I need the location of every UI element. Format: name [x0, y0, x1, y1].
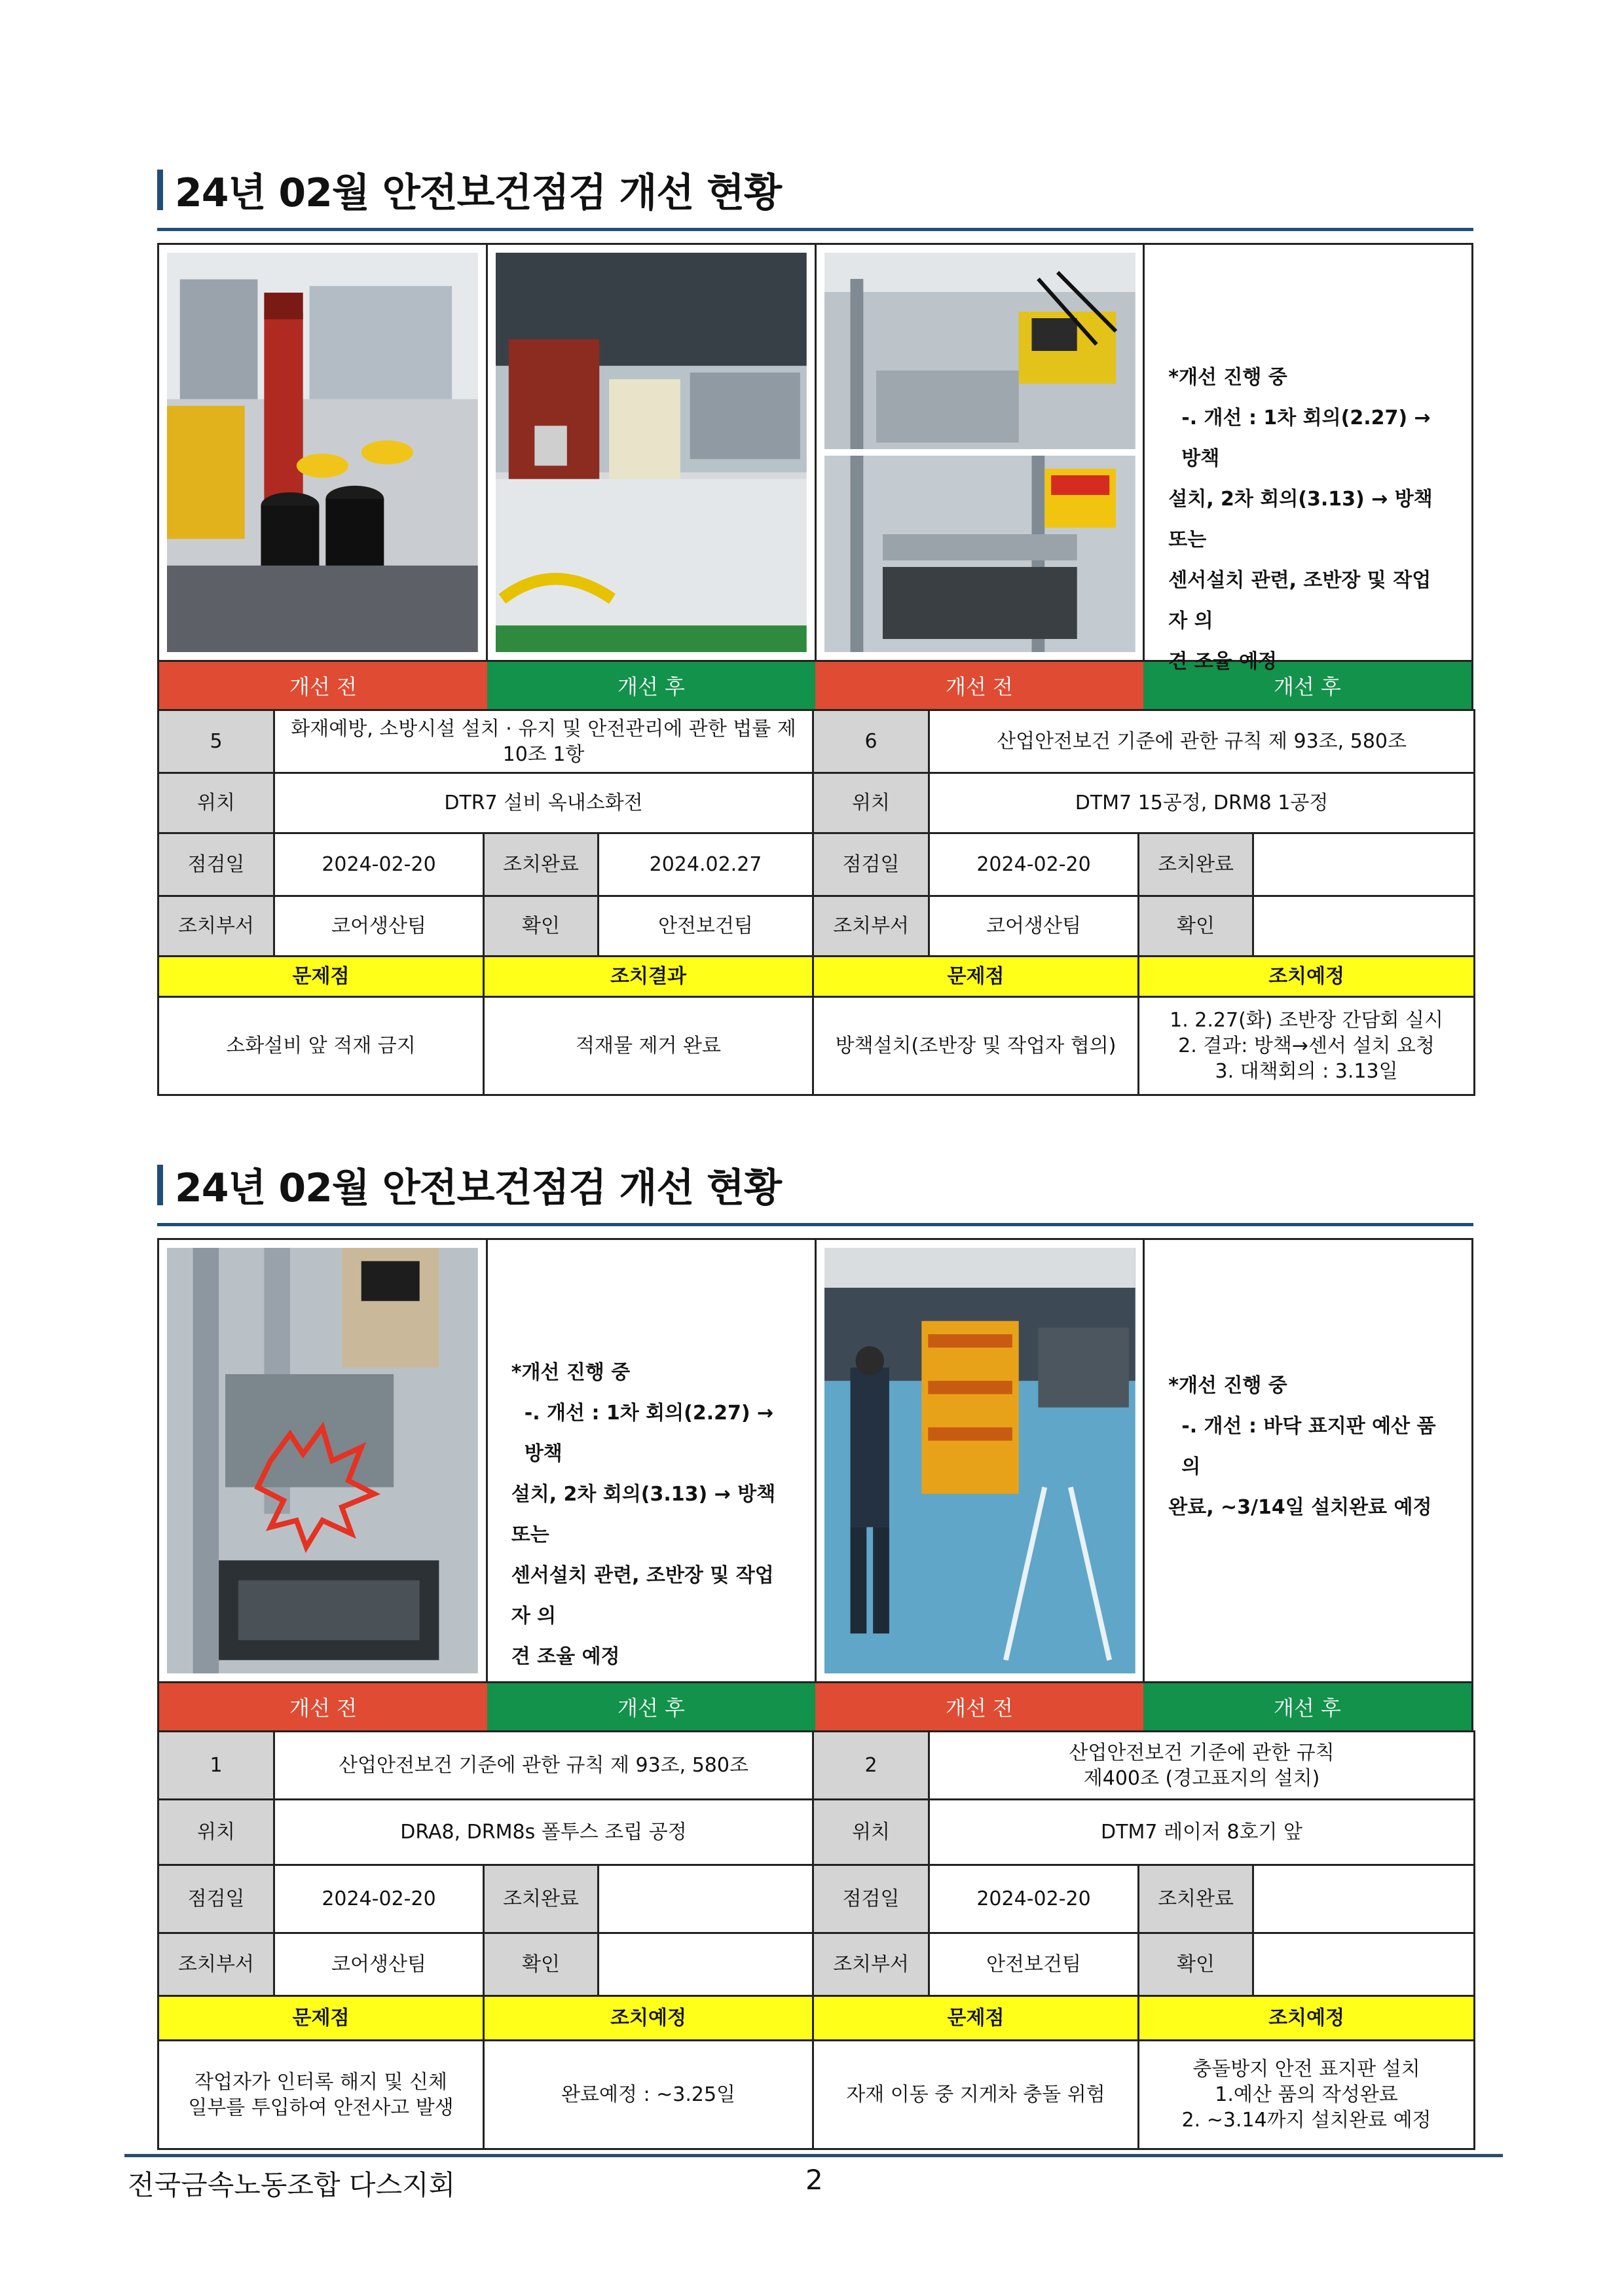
confirm-value: 안전보건팀 [599, 896, 813, 957]
confirm-label: 확인 [484, 1933, 599, 1996]
problem-header: 문제점 [158, 957, 484, 997]
inspection-date-label: 점검일 [158, 833, 274, 896]
label-after: 개선 후 [487, 1683, 815, 1730]
planned-action-line: 2. ~3.14까지 설치완료 예정 [1181, 2109, 1431, 2132]
title-divider [157, 228, 1473, 231]
label-before: 개선 전 [815, 1683, 1143, 1730]
improvement-status-note [496, 1248, 807, 1690]
department-value: 안전보건팀 [929, 1933, 1139, 1996]
planned-action-header: 조치예정 [1139, 957, 1475, 997]
before-photo-fire-hydrant-with-drums [167, 253, 478, 652]
completion-label: 조치완료 [1139, 1865, 1253, 1933]
note-line: 완료, ~3/14일 설치완료 예정 [1168, 1496, 1432, 1519]
title-accent-bar [157, 170, 163, 210]
section-title-text: 24년 02월 안전보건점검 개선 현황 [175, 170, 782, 216]
improvement-section-1 [157, 164, 1473, 1096]
note-line: -. 개선 : 바닥 표지판 예산 품의 [1181, 1415, 1436, 1478]
legal-basis: 화재예방, 소방시설 설치 · 유지 및 안전관리에 관한 법률 제10조 1항 [274, 710, 813, 773]
inspection-date-value: 2024-02-20 [274, 833, 484, 896]
location-label: 위치 [158, 1800, 274, 1865]
planned-action-value: 완료예정 : ~3.25일 [484, 2041, 813, 2149]
title-accent-bar [157, 1165, 163, 1205]
planned-action-value [1139, 2041, 1475, 2149]
note-line: -. 개선 : 1차 회의(2.27) → 방책 [1181, 407, 1431, 470]
note-line: 견 조율 예정 [511, 1645, 620, 1668]
label-after: 개선 후 [1143, 1683, 1471, 1730]
item-number: 1 [158, 1732, 274, 1800]
problem-header: 문제점 [813, 957, 1139, 997]
action-result-value: 적재물 제거 완료 [484, 997, 813, 1095]
note-line: 견 조율 예정 [1168, 650, 1278, 673]
department-label: 조치부서 [813, 896, 929, 957]
inspection-date-value: 2024-02-20 [929, 833, 1139, 896]
location-label: 위치 [158, 773, 274, 833]
improvement-section-2 [157, 1159, 1473, 2150]
location-value: DTR7 설비 옥내소화전 [274, 773, 813, 833]
location-value: DRA8, DRM8s 폴투스 조립 공정 [274, 1800, 813, 1865]
label-before: 개선 전 [159, 662, 487, 709]
note-heading: *개선 진행 중 [1168, 366, 1287, 389]
before-photo-conveyor-bottom [824, 456, 1135, 652]
problem-header: 문제점 [813, 1996, 1139, 2041]
note-line: -. 개선 : 1차 회의(2.27) → 방책 [524, 1402, 774, 1465]
confirm-label: 확인 [1139, 896, 1253, 957]
department-label: 조치부서 [158, 896, 274, 957]
completion-value [1253, 833, 1475, 896]
footer-divider [124, 2154, 1503, 2157]
label-after: 개선 후 [487, 662, 815, 709]
planned-action-line: 2. 결과: 방책→센서 설치 요청 [1178, 1034, 1435, 1057]
department-label: 조치부서 [158, 1933, 274, 1996]
improvement-status-note [1153, 253, 1464, 695]
before-photo-conveyor-top [824, 253, 1135, 449]
note-heading: *개선 진행 중 [511, 1361, 631, 1384]
label-before: 개선 전 [815, 662, 1143, 709]
planned-action-line: 1. 2.27(화) 조반장 간담회 실시 [1170, 1009, 1443, 1032]
title-divider [157, 1223, 1473, 1226]
completion-value [599, 1865, 813, 1933]
planned-action-value [1139, 997, 1475, 1095]
improvement-status-note [1153, 1248, 1464, 1541]
section-title-text: 24년 02월 안전보건점검 개선 현황 [175, 1165, 782, 1211]
confirm-value [1253, 896, 1475, 957]
after-photo-cell [488, 245, 817, 660]
completion-label: 조치완료 [1139, 833, 1253, 896]
before-photo-cell-2 [817, 1240, 1145, 1681]
planned-action-line: 충돌방지 안전 표지판 설치 [1192, 2058, 1420, 2081]
department-label: 조치부서 [813, 1933, 929, 1996]
location-value: DTM7 레이저 8호기 앞 [929, 1800, 1475, 1865]
photo-row [157, 1238, 1473, 1683]
before-photo-cell-2 [817, 245, 1145, 660]
note-heading: *개선 진행 중 [1168, 1374, 1287, 1397]
section-title [157, 1159, 1473, 1211]
confirm-label: 확인 [1139, 1933, 1253, 1996]
status-note-cell-2 [1145, 1240, 1471, 1681]
department-value: 코어생산팀 [274, 896, 484, 957]
before-after-label-row [157, 1683, 1473, 1730]
inspection-date-label: 점검일 [813, 833, 929, 896]
status-note-cell [1145, 245, 1471, 673]
inspection-details-table [157, 1730, 1475, 2150]
location-value: DTM7 15공정, DRM8 1공정 [929, 773, 1475, 833]
problem-value: 소화설비 앞 적재 금지 [158, 997, 484, 1095]
location-label: 위치 [813, 1800, 929, 1865]
problem-value: 방책설치(조반장 및 작업자 협의) [813, 997, 1139, 1095]
item-number: 2 [813, 1732, 929, 1800]
footer-organization: 전국금속노동조합 다스지회 [128, 2169, 456, 2201]
photo-row [157, 243, 1473, 673]
label-before: 개선 전 [159, 1683, 487, 1730]
completion-label: 조치완료 [484, 1865, 599, 1933]
action-result-header: 조치결과 [484, 957, 813, 997]
completion-label: 조치완료 [484, 833, 599, 896]
planned-action-header: 조치예정 [484, 1996, 813, 2041]
item-number: 6 [813, 710, 929, 773]
department-value: 코어생산팀 [274, 1933, 484, 1996]
inspection-date-value: 2024-02-20 [929, 1865, 1139, 1933]
item-number: 5 [158, 710, 274, 773]
before-photo-cell [159, 245, 488, 660]
status-note-cell [488, 1240, 817, 1681]
confirm-value [1253, 1933, 1475, 1996]
legal-basis: 산업안전보건 기준에 관한 규칙 제 93조, 580조 [274, 1732, 813, 1800]
legal-basis-line: 산업안전보건 기준에 관한 규칙 [1069, 1741, 1335, 1764]
completion-value: 2024.02.27 [599, 833, 813, 896]
note-line: 설치, 2차 회의(3.13) → 방책 또는 [1168, 488, 1433, 551]
confirm-label: 확인 [484, 896, 599, 957]
location-label: 위치 [813, 773, 929, 833]
note-line: 센서설치 관련, 조반장 및 작업자 의 [1168, 569, 1431, 632]
legal-basis [929, 1732, 1475, 1800]
inspection-date-value: 2024-02-20 [274, 1865, 484, 1933]
page-number: 2 [805, 2164, 823, 2196]
problem-line: 일부를 투입하여 안전사고 발생 [188, 2096, 454, 2119]
before-photo-cell [159, 1240, 488, 1681]
before-photo-forklift-path [824, 1248, 1135, 1673]
note-line: 센서설치 관련, 조반장 및 작업자 의 [511, 1564, 774, 1628]
planned-action-header: 조치예정 [1139, 1996, 1475, 2041]
completion-value [1253, 1865, 1475, 1933]
planned-action-line: 3. 대책회의 : 3.13일 [1215, 1060, 1398, 1083]
problem-value [158, 2041, 484, 2149]
problem-header: 문제점 [158, 1996, 484, 2041]
inspection-details-table [157, 709, 1475, 1096]
problem-line: 작업자가 인터록 해지 및 신체 [194, 2070, 447, 2094]
planned-action-line: 1.예산 품의 작성완료 [1215, 2083, 1398, 2106]
department-value: 코어생산팀 [929, 896, 1139, 957]
inspection-date-label: 점검일 [158, 1865, 274, 1933]
inspection-date-label: 점검일 [813, 1865, 929, 1933]
after-photo-cleared-hydrant [496, 253, 807, 652]
legal-basis-line: 제400조 (경고표지의 설치) [1083, 1766, 1320, 1790]
legal-basis: 산업안전보건 기준에 관한 규칙 제 93조, 580조 [929, 710, 1475, 773]
confirm-value [599, 1933, 813, 1996]
before-photo-interlock-area [167, 1248, 478, 1673]
label-after: 개선 후 [1143, 662, 1471, 709]
section-title [157, 164, 1473, 216]
problem-value: 자재 이동 중 지게차 충돌 위험 [813, 2041, 1139, 2149]
note-line: 설치, 2차 회의(3.13) → 방책 또는 [511, 1483, 776, 1546]
